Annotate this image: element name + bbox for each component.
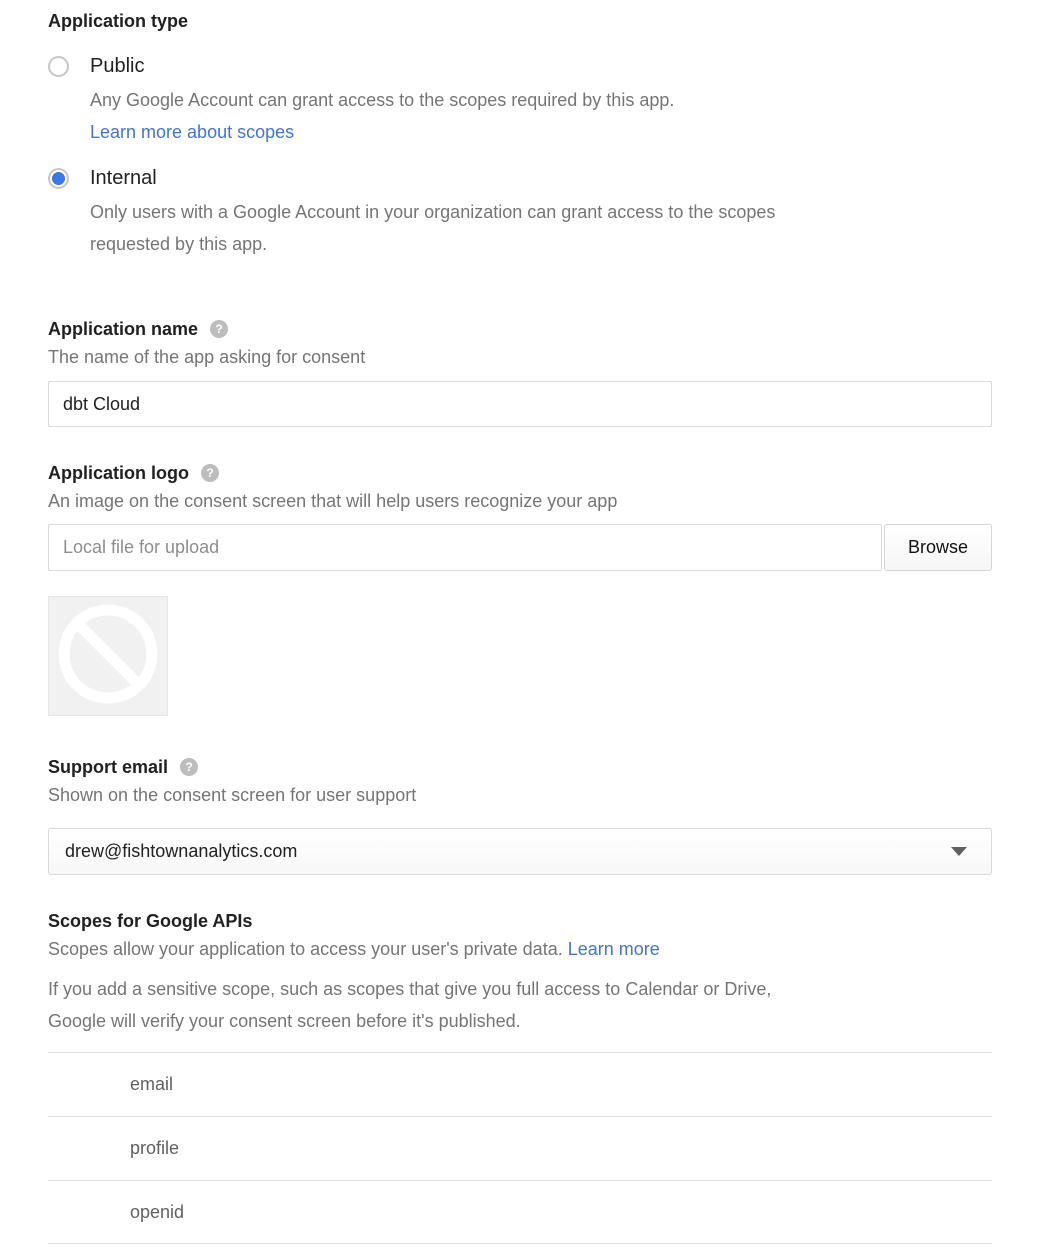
application-name-heading: Application name <box>48 319 199 339</box>
scope-label: profile <box>130 1138 180 1158</box>
application-name-section <box>48 318 992 427</box>
scopes-table <box>48 1052 992 1244</box>
radio-label-public[interactable]: Public <box>90 55 145 77</box>
application-logo-section <box>48 462 992 716</box>
scope-row <box>48 1180 992 1244</box>
dropdown-arrow-icon <box>951 847 967 856</box>
support-email-heading-row <box>48 756 992 778</box>
public-description: Any Google Account can grant access to the scopes required by this app. <box>90 90 675 110</box>
help-icon[interactable]: ? <box>201 464 219 482</box>
scope-label: openid <box>130 1201 185 1222</box>
learn-more-link[interactable]: Learn more <box>567 939 660 959</box>
application-name-input[interactable] <box>48 381 992 427</box>
application-name-heading-row <box>48 318 992 340</box>
browse-button[interactable]: Browse <box>884 524 992 571</box>
internal-option-body <box>90 166 820 260</box>
scopes-subtitle-text: Scopes allow your application to access your user's private data. <box>48 939 563 959</box>
internal-description: Only users with a Google Account in your organization can grant access to the scopes requested by this app. <box>90 202 776 254</box>
application-type-section <box>48 10 992 260</box>
support-email-heading: Support email <box>48 757 169 777</box>
scopes-section <box>48 910 992 1244</box>
logo-preview-box <box>48 596 168 716</box>
learn-more-scopes-link[interactable]: Learn more about scopes <box>90 122 295 142</box>
scope-row <box>48 1052 992 1116</box>
application-type-heading: Application type <box>48 11 189 31</box>
application-logo-heading-row <box>48 462 992 484</box>
support-email-select[interactable] <box>48 828 992 875</box>
scope-label: email <box>130 1074 174 1094</box>
scopes-heading: Scopes for Google APIs <box>48 911 253 931</box>
radio-option-public <box>48 54 992 148</box>
support-email-section <box>48 756 992 875</box>
application-logo-heading: Application logo <box>48 463 189 483</box>
public-option-body <box>90 54 674 148</box>
logo-upload-row <box>48 524 992 571</box>
support-email-subtitle: Shown on the consent screen for user support <box>48 785 417 805</box>
logo-file-input[interactable] <box>48 524 882 571</box>
application-name-subtitle: The name of the app asking for consent <box>48 347 366 367</box>
radio-internal[interactable] <box>48 168 69 189</box>
radio-option-internal <box>48 166 992 260</box>
support-email-selected-value: drew@fishtownanalytics.com <box>65 841 298 861</box>
help-icon[interactable]: ? <box>210 320 228 338</box>
scope-row <box>48 1116 992 1180</box>
radio-label-internal[interactable]: Internal <box>90 167 157 189</box>
radio-public[interactable] <box>48 56 69 77</box>
scopes-subtitle <box>48 938 992 960</box>
help-icon[interactable]: ? <box>180 758 198 776</box>
scopes-sensitive-note: If you add a sensitive scope, such as scopes that give you full access to Calendar or Drive, Google will verify your consent screen before it's published. <box>48 979 772 1031</box>
no-image-icon <box>56 602 160 711</box>
application-logo-subtitle: An image on the consent screen that will help users recognize your app <box>48 491 618 511</box>
